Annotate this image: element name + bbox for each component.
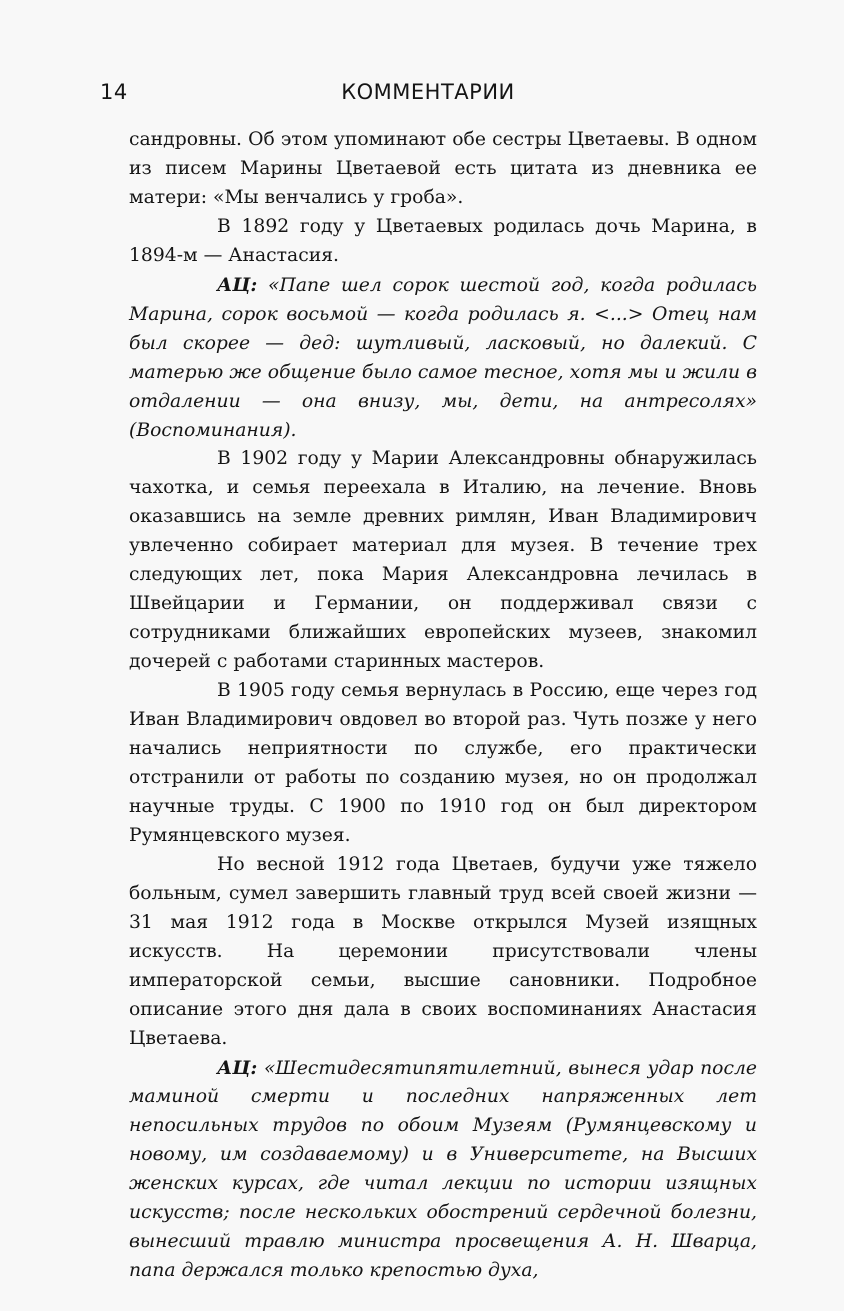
paragraph: Но весной 1912 года Цветаев, будучи уже тяжело больным, сумел завершить главный труд всей своей жизни — 31 мая 1912 года в Москве открылся Музей изящных искусств. На церемонии присутствовали члены императорской семьи, высшие сановники. Подробное описание этого дня дала в своих воспоминаниях Анастасия Цветаева.: [129, 853, 757, 1049]
page-number: 14: [100, 80, 128, 104]
quote-label: АЦ:: [217, 1056, 258, 1079]
quote-label: АЦ:: [217, 273, 258, 296]
quote-text: «Шестидесятипятилетний, вынеся удар после маминой смерти и последних напряженных лет непосильных трудов по обоим Музеям (Румянцевскому и новому, им создаваемому) и в Университете, на Высших женских курсах, где читал лекции по истории изящных искусств; после нескольких обострений сердечной болезни, вынесший травлю министра просвещения А. Н. Шварца, папа держался только крепостью духа,: [129, 1057, 757, 1282]
quote-paragraph: [129, 1054, 757, 1287]
paragraph-continuation: сандровны. Об этом упоминают обе сестры Цветаевы. В одном из писем Марины Цветаевой есть цитата из дневника ее матери: «Мы венчались у гроба».: [129, 129, 757, 208]
running-head: КОММЕНТАРИИ: [341, 80, 515, 104]
quote-text: «Папе шел сорок шестой год, когда родилась Марина, сорок восьмой — когда родилась я. <...> Отец нам был скорее — дед: шутливый, ласковый, но далекий. С матерью же общение было самое тесное, хотя мы и жили в отдалении — она внизу, мы, дети, на антресолях» (Воспоминания).: [129, 274, 757, 441]
paragraph: В 1905 году семья вернулась в Россию, еще через год Иван Владимирович овдовел во второй раз. Чуть позже у него начались неприятности по службе, его практически отстранили от работы по созданию музея, но он продолжал научные труды. С 1900 по 1910 год он был директором Румянцевского музея.: [129, 680, 757, 846]
body-text: [129, 126, 757, 1286]
paragraph: В 1902 году у Марии Александровны обнаружилась чахотка, и семья переехала в Италию, на лечение. Вновь оказавшись на земле древних римлян, Иван Владимирович увлеченно собирает материал для музея. В течение трех следующих лет, пока Мария Александровна лечилась в Швейцарии и Германии, он поддерживал связи с сотрудниками ближайших европейских музеев, знакомил дочерей с работами старинных мастеров.: [129, 448, 757, 673]
quote-paragraph: [129, 271, 757, 446]
paragraph: В 1892 году у Цветаевых родилась дочь Марина, в 1894-м — Анастасия.: [129, 215, 757, 266]
page-header: [100, 80, 756, 110]
